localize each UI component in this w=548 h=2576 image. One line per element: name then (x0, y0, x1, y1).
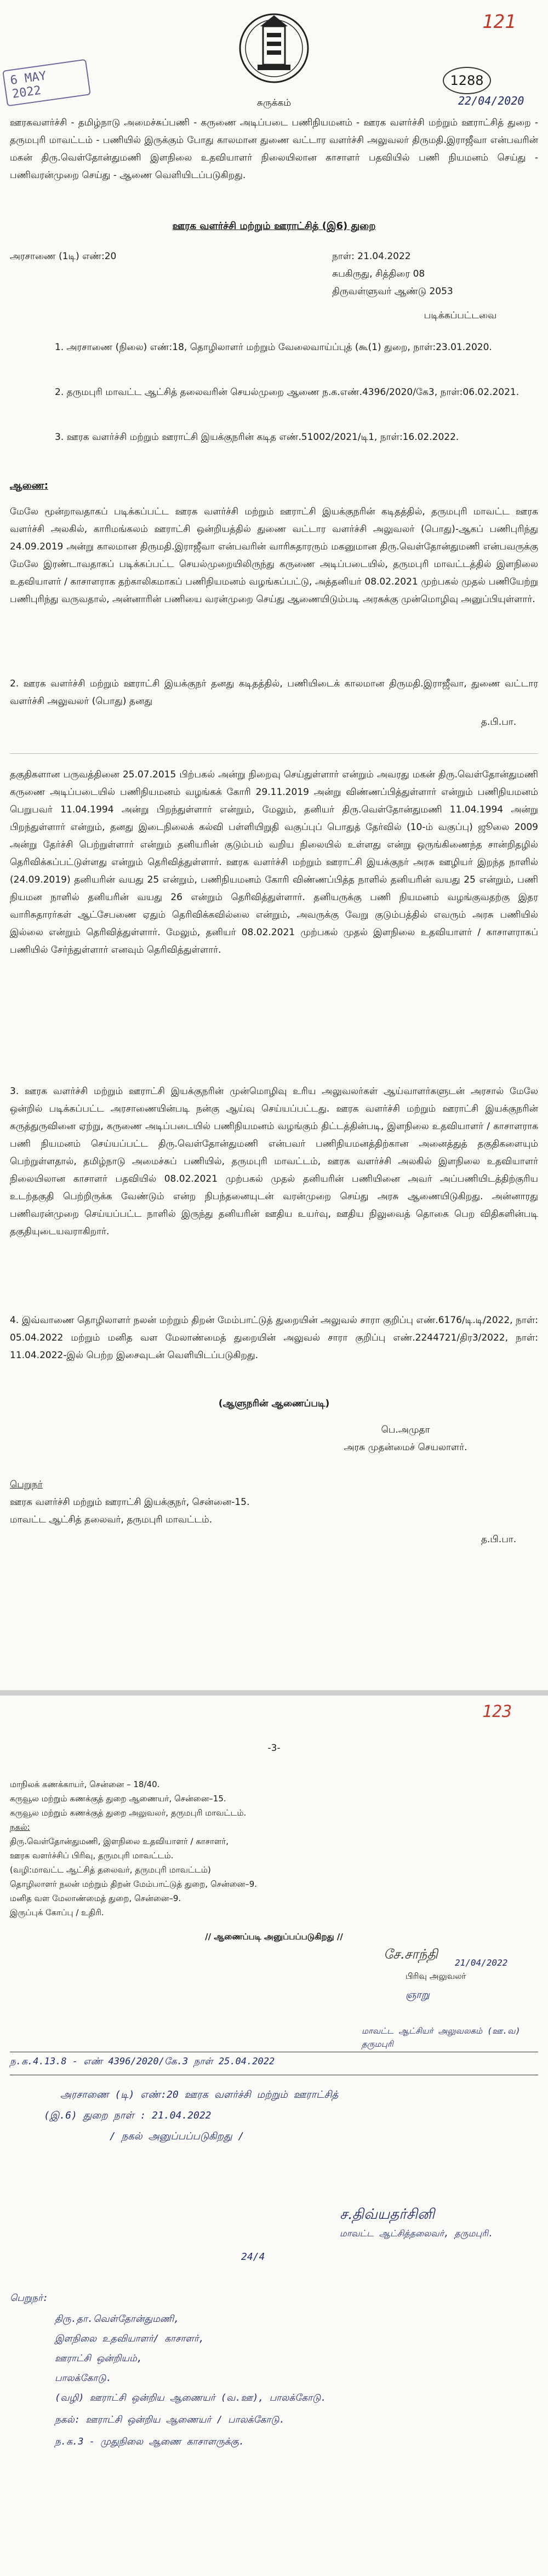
handwritten-recipient-label: பெறுநர்: (10, 2293, 49, 2304)
handwritten-recipient-1: திரு.தா.வெள்தோன்துமணி, (55, 2314, 180, 2325)
handwritten-body-3: / நகல் அனுப்பப்படுகிறது / (110, 2131, 244, 2142)
reference-3: 3. ஊரக வளர்ச்சி மற்றும் ஊராட்சி இயக்குநரின் கடித எண்.51002/2021/டி1, நாள்:16.02.2022. (55, 432, 459, 443)
handwritten-recipient-2: இளநிலை உதவியாளர்/ காசாளர், (55, 2333, 204, 2344)
department-heading: ஊரக வளர்ச்சி மற்றும் ஊராட்சித் (இ6) துறை (172, 220, 376, 232)
initials-mark: 24/4 (241, 2251, 265, 2263)
recipient-label: பெறுநர் (10, 1479, 43, 1490)
copy-label: நகல்: (10, 1822, 30, 1832)
page-fold-divider (10, 753, 538, 754)
registration-number-oval: 1288 (443, 67, 491, 94)
section-officer-title: பிரிவு அலுவலர் (406, 1971, 466, 1981)
page-marker: -3- (267, 1743, 281, 1754)
copy-line-6: ஊரக வளர்ச்சிப் பிரிவு, தருமபுரி மாவட்டம். (10, 1851, 174, 1861)
order-page-2 (0, 1696, 548, 2576)
handwritten-body-1: அரசாணை (டி) எண்:20 ஊரக வளர்ச்சி மற்றும் ஊராட்சித் (60, 2089, 339, 2100)
copy-line-3: கருவூல மற்றும் கணக்குத் துறை அலுவலர், தருமபுரி மாவட்டம். (10, 1808, 247, 1818)
signer-title: அரசு முதன்மைச் செயலாளர். (344, 1442, 467, 1453)
copy-line-9: மனித வள மேலாண்மைத் துறை, சென்னை–9. (10, 1893, 181, 1903)
copy-line-7: (வழி:மாவட்ட ஆட்சித் தலைவர், தருமபுரி மாவட்டம்) (10, 1865, 211, 1875)
order-paragraph-1: மேலே மூன்றாவதாகப் படிக்கப்பட்ட ஊரக வளர்ச்சி மற்றும் ஊராட்சி இயக்குநரின் கடிதத்தில், தருமபுரி மாவட்ட ஊரக வளர்ச்சி அலகில், காரிமங்கலம் ஊராட்சி ஒன்றியத்தில் துணை வட்டார வளர்ச்சி அலுவலர் (பொது)-ஆகப் பணிபுரிந்து 24.09.2019 அன்று காலமான திருமதி.இராஜீவா என்பவரின் வாரிசுதாரரும் மகனுமான திரு.வெள்தோன்துமணி என்பவருக்கு மேலே இரண்டாவதாகப் படிக்கப்பட்ட செயல்முறையிலிருந்து கருணை அடிப்படையில், தருமபுரி மாவட்டத்தில் இளநிலை உதவியாளர் / காசாளராக தற்காலிகமாகப் பணிநியமனம் வழங்கப்பட்டு, அத்தனியர் 08.02.2021 முற்பகல் முதல் பணியேற்று பணிபுரிந்து வருவதால், அன்னாரின் பணியை வரன்முறை செய்து ஆணையிடும்படி அரசுக்கு முன்மொழிவு அனுப்பியுள்ளார். (10, 506, 538, 605)
order-paragraph-5: 4. இவ்வாணை தொழிலாளர் நலன் மற்றும் திறன் மேம்பாட்டுத் துறையின் அலுவல் சாரா குறிப்பு எண்.6176/டி.டி/2022, நாள்: 05.04.2022 மற்றும் மனித வள மேலாண்மைத் துறையின் அலுவல் சாரா குறிப்பு எண்.2244721/திர3/2022, நாள்: 11.04.2022-இல் பெற்ற இசைவுடன் வெளியிடப்படுகிறது. (10, 1315, 538, 1361)
order-paragraph-3: தகுதிகளான பருவத்தினை 25.07.2015 பிற்பகல் அன்று நிறைவு செய்துள்ளார் என்றும் அவரது மகன் திரு.வெள்தோன்துமணி கருணை அடிப்படையில் பணிநியமனம் வழங்கக் கோரி 29.11.2019 அன்று விண்ணப்பித்துள்ளார் என்றும் பணிநியமனம் பெறுபவர் 11.04.1994 அன்று பிறந்துள்ளார் என்றும், மேலும், தனியர் திரு.வெள்தோன்துமணி 11.04.1994 அன்று பிறந்துள்ளார் என்றும், தனது இடைநிலைக் கல்வி பள்ளியிறுதி வகுப்புப் பொதுத் தேர்வில் (10-ம் வகுப்பு) ஜூலை 2009 அன்று தேர்ச்சி பெற்றுள்ளார் என்றும் தனியரின் குடும்பம் வறிய நிலையில் உள்ளது என்று ஒருங்கிணைந்த சான்றிதழில் தெரிவிக்கப்பட்டுள்ளது என்றும் தெரிவித்துள்ளார். ஊரக வளர்ச்சி மற்றும் ஊராட்சி இயக்குநர் அரசு ஊழியர் இறந்த நாளில் (24.09.2019) தனியரின் வயது 25 என்றும், பணிநியமனம் கோரி விண்ணப்பித்த நாளில் தனியரின் வயது 25 என்றும், பணி நியமன நாளில் தனியரின் வயது 26 என்றும் தெரிவித்துள்ளார். தனியருக்கு பணி நியமனம் வழங்குவதற்கு இதர வாரிசுதாரர்கள் ஆட்சேபணை ஏதும் தெரிவிக்கவில்லை என்றும், அவருக்கு வேறு குடும்பத்தில் எவரும் அரசு பணியில் இல்லை என்றும் தெரிவித்துள்ளார். மேலும், தனியர் 08.02.2021 முற்பகல் முதல் இளநிலை உதவியாளர் / காசாளராகப் பணியில் சேர்ந்துள்ளார் எனவும் தெரிவித்துள்ளார். (10, 769, 538, 955)
please-turn-over-2: த.பி.பா. (481, 1534, 517, 1545)
handwritten-recipient-4: பாலக்கோடு. (55, 2373, 112, 2384)
reference-1: 1. அரசாணை (நிலை) எண்:18, தொழிலாளர் மற்றும் வேலைவாய்ப்புத் (கூ(1) துறை, நாள்:23.01.2020. (55, 342, 492, 353)
page-separator (0, 1690, 548, 1696)
copy-line-5: திரு.வெள்தோன்துமணி, இளநிலை உதவியாளர் / காசாளர், (10, 1836, 229, 1846)
handwritten-body-2: (இ.6) துறை நாள் : 21.04.2022 (44, 2110, 212, 2121)
forwarded-by-order: // ஆணைப்படி அனுப்பப்படுகிறது // (205, 1932, 343, 1942)
recipient-line-1: ஊரக வளர்ச்சி மற்றும் ஊராட்சி இயக்குநர், சென்னை-15. (10, 1497, 250, 1508)
copy-line-8: தொழிலாளர் நலன் மற்றும் திறன் மேம்பாட்டுத் துறை, சென்னை–9. (10, 1879, 258, 1889)
order-label: ஆணை: (10, 480, 48, 491)
handwritten-recipient-5: (வழி) ஊராட்சி ஒன்றிய ஆணையர் (வ.ஊ), பாலக்கோடு. (55, 2392, 327, 2403)
handwritten-recipient-6: நகல்: ஊராட்சி ஒன்றிய ஆணையர் / பாலக்கோடு. (55, 2414, 285, 2425)
handwritten-recipient-3: ஊராட்சி ஒன்றியம், (55, 2353, 142, 2364)
collector-title: மாவட்ட ஆட்சித்தலைவர், தருமபுரி. (340, 2228, 494, 2239)
copy-line-10: இருப்புக் கோப்பு / உதிரி. (10, 1908, 104, 1917)
reviewer-initials: ஞாறு (406, 1989, 430, 2001)
received-date-stamp: 6 MAY 2022 (2, 59, 91, 107)
collector-office-note: மாவட்ட ஆட்சியர் அலுவலகம் (ஊ.வ) தருமபுரி (362, 2026, 521, 2049)
collector-signature: ச.திவ்யதர்சினி (340, 2206, 435, 2223)
recipient-line-2: மாவட்ட ஆட்சித் தலைவர், தருமபுரி மாவட்டம். (10, 1514, 213, 1525)
reference-2: 2. தருமபுரி மாவட்ட ஆட்சித் தலைவரின் செயல்முறை ஆணை ந.க.எண்.4396/2020/கே3, நாள்:06.02.2021. (55, 387, 520, 398)
by-order-of-governor: (ஆளுநரின் ஆணைப்படி) (218, 1398, 330, 1409)
order-paragraph-4: 3. ஊரக வளர்ச்சி மற்றும் ஊராட்சி இயக்குநரின் முன்மொழிவு உரிய அலுவலர்கள் ஆய்வாளர்களுடன் அரசால் மேலே ஒன்றில் படிக்கப்பட்ட அரசாணையின்படி நன்கு ஆய்வு செய்யப்பட்டது. ஊரக வளர்ச்சி மற்றும் ஊராட்சி இயக்குநரின் கருத்துருவினை ஏற்று, கருணை அடிப்படையில் பணிநியமனம் வழங்கும் திட்டத்தின்படி, இளநிலை உதவியாளர் / காசாளராக பணி நியமனம் செய்யப்பட்ட திரு.வெள்தோன்துமணி என்பவர் பணிநியமனத்திற்கான அனைத்துத் தகுதிகளையும் பெற்றுள்ளதால், தமிழ்நாடு அமைச்சுப் பணியில், தருமபுரி மாவட்டம், ஊரக வளர்ச்சி அலகில் இளநிலை உதவியாளர் நிலையிலான காசாளர் பதவியில் 08.02.2021 முற்பகல் முதல் தனியரின் பணியினை அவர் அப்பணியிடத்திற்குரிய உடற்தகுதி பெற்றிருக்க வேண்டும் என்ற நிபந்தனையுடன் வரன்முறை செய்து அரசு ஆணையிடுகிறது. அன்னாரது பணிவரன்முறை செய்யப்பட்ட நாளில் இருந்து தனியரின் ஊதிய உயர்வு, ஊதிய நிலுவைத் தொகை பெற விதிகளின்படி தகுதியுடையவராகிறார். (10, 1086, 538, 1237)
signer-name: பெ.அமுதா (381, 1424, 430, 1435)
government-emblem-icon (238, 10, 310, 87)
copy-line-1: மாநிலக் கணக்காயர், சென்னை – 18/40. (10, 1779, 160, 1789)
handwritten-page-number: 123 (482, 1702, 512, 1721)
section-officer-signature: சே.சாந்தி (384, 1947, 438, 1962)
registration-date: 22/04/2020 (458, 94, 524, 107)
read-label: படிக்கப்பட்டவை (424, 310, 497, 321)
handwritten-recipient-7: ந.க.3 - முதுநிலை ஆணை காசாளருக்கு. (55, 2436, 245, 2447)
go-number: அரசாணை (1டி) எண்:20 (10, 251, 117, 262)
subject-paragraph: ஊரகவளர்ச்சி - தமிழ்நாடு அமைச்சுப்பணி - கருணை அடிப்படை பணிநியமனம் - ஊரக வளர்ச்சி மற்றும் ஊராட்சித் துறை - தருமபுரி மாவட்டம் - பணியில் இருக்கும் போது காலமான துணை வட்டார வளர்ச்சி அலுவலர் திருமதி.இராஜீவா என்பவரின் மகன் திரு.வெள்தோன்துமணி இளநிலை உதவியாளர் நிலையிலான காசாளர் பதவியில் பணி நியமனம் செய்து - பணிவரன்முறை செய்து - ஆணை வெளியிடப்படுகிறது. (10, 117, 538, 181)
handwritten-page-number: 121 (482, 11, 516, 33)
tamil-month: சுபகிருது, சித்திரை 08 (332, 268, 425, 279)
handwritten-reference: ந.க.4.13.8 - எண் 4396/2020/கே.3 நாள் 25.04.2022 (10, 2056, 275, 2067)
tamil-year: திருவள்ளுவர் ஆண்டு 2053 (332, 286, 453, 297)
summary-label: சுருக்கம் (256, 98, 292, 108)
order-paragraph-2: 2. ஊரக வளர்ச்சி மற்றும் ஊராட்சி இயக்குநர் தனது கடிதத்தில், பணியிடைக் காலமான திருமதி.இராஜீவா, துணை வட்டார வளர்ச்சி அலுவலர் (பொது) தனது (10, 678, 538, 707)
copy-line-2: கருவூல மற்றும் கணக்குத் துறை ஆணையர், சென்னை–15. (10, 1794, 226, 1804)
please-turn-over-1: த.பி.பா. (481, 717, 517, 728)
go-date: நாள்: 21.04.2022 (332, 251, 411, 262)
section-officer-date: 21/04/2022 (455, 1957, 508, 1968)
